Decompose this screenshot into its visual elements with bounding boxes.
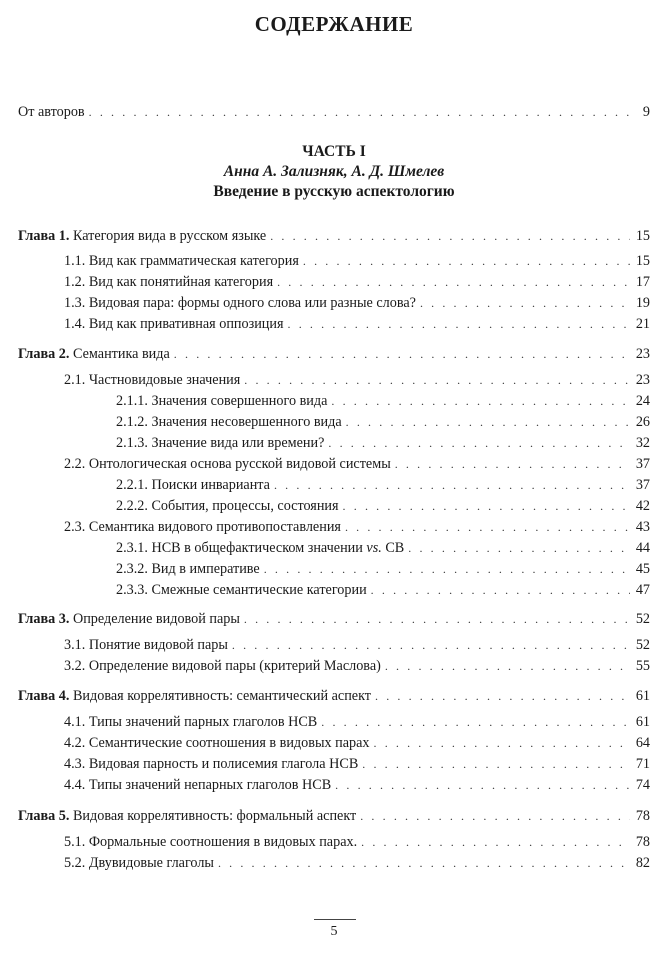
toc-entry-page: 64 [635, 735, 650, 751]
toc-subsection[interactable] [116, 497, 650, 515]
toc-section[interactable] [64, 833, 650, 851]
toc-entry-page: 71 [635, 756, 650, 772]
toc-section[interactable] [64, 371, 650, 389]
toc-entry-label: 2.2.1. Поиски инварианта [116, 477, 270, 493]
toc-entry-page: 74 [635, 777, 650, 793]
toc-entry-label: 4.4. Типы значений непарных глаголов НСВ [64, 777, 332, 793]
toc-leader-dots [328, 434, 629, 452]
toc-chapter-3[interactable] [18, 610, 650, 628]
toc-leader-dots [244, 610, 630, 628]
toc-entry-page: 24 [635, 393, 650, 409]
toc-leader-dots [343, 497, 630, 515]
toc-entry-page: 82 [635, 855, 650, 871]
toc-entry-page: 55 [635, 658, 650, 674]
toc-section[interactable] [64, 755, 650, 773]
toc-entry-page: 61 [635, 714, 650, 730]
toc-entry-page: 32 [635, 435, 650, 451]
toc-entry-label [116, 539, 408, 557]
toc-entry-page: 9 [642, 104, 650, 120]
toc-entry-page: 17 [635, 274, 650, 290]
toc-section[interactable] [64, 518, 650, 536]
toc-entry-page: 37 [635, 456, 650, 472]
toc-subsection[interactable] [116, 476, 650, 494]
toc-entry-page: 47 [635, 582, 650, 598]
toc-section[interactable] [64, 713, 650, 731]
label-text: 2.3.1. НСВ в общефактическом значении [116, 540, 367, 556]
toc-leader-dots [218, 854, 630, 872]
toc-entry-label: 2.1.2. Значения несовершенного вида [116, 414, 342, 430]
toc-entry-page: 45 [635, 561, 650, 577]
toc-leader-dots [385, 657, 630, 675]
toc-entry-label: От авторов [18, 104, 85, 120]
toc-entry-label: 1.4. Вид как привативная оппозиция [64, 316, 284, 332]
page-title: СОДЕРЖАНИЕ [254, 12, 414, 36]
toc-leader-dots [288, 315, 630, 333]
chapter-title: Видовая коррелятивность: семантический аспект [72, 688, 371, 704]
toc-entry-label: 2.2.2. События, процессы, состояния [116, 498, 339, 514]
toc-entry-label: 1.3. Видовая пара: формы одного слова или разные слова? [64, 295, 416, 311]
toc-section[interactable] [64, 776, 650, 794]
toc-section[interactable] [64, 273, 650, 291]
toc-entry-label: 2.2. Онтологическая основа русской видовой системы [64, 456, 391, 472]
toc-subsection[interactable] [116, 392, 650, 410]
toc-entry-page: 23 [635, 346, 650, 362]
toc-section[interactable] [64, 455, 650, 473]
toc-section[interactable] [64, 315, 650, 333]
toc-entry-label: 2.1.3. Значение вида или времени? [116, 435, 325, 451]
toc-section[interactable] [64, 294, 650, 312]
toc-subsection[interactable] [116, 434, 650, 452]
toc-section[interactable] [64, 734, 650, 752]
toc-entry-label: 1.2. Вид как понятийная категория [64, 274, 274, 290]
toc-entry-page: 23 [635, 372, 650, 388]
toc-entry-label: 2.1.1. Значения совершенного вида [116, 393, 328, 409]
toc-leader-dots [360, 807, 630, 825]
toc-entry-page: 15 [635, 228, 650, 244]
toc-entry-label: 1.1. Вид как грамматическая категория [64, 253, 299, 269]
toc-leader-dots [303, 252, 630, 270]
toc-leader-dots [361, 833, 630, 851]
toc-chapter-5[interactable] [18, 807, 650, 825]
chapter-prefix: Глава 2. [18, 346, 70, 362]
chapter-prefix: Глава 3. [18, 611, 70, 627]
toc-entry-label: 3.1. Понятие видовой пары [64, 637, 228, 653]
toc-leader-dots [420, 294, 630, 312]
footer-divider [314, 919, 356, 920]
toc-section[interactable] [64, 636, 650, 654]
toc-leader-dots [346, 413, 630, 431]
toc-leader-dots [89, 103, 630, 121]
part-subtitle: Введение в русскую аспектологию [213, 183, 455, 200]
toc-leader-dots [270, 227, 630, 245]
toc-section[interactable] [64, 854, 650, 872]
chapter-prefix: Глава 4. [18, 688, 70, 704]
toc-entry-label: 4.2. Семантические соотношения в видовых парах [64, 735, 370, 751]
chapter-title: Семантика вида [72, 346, 170, 362]
toc-entry-label: 4.3. Видовая парность и полисемия глагола НСВ [64, 756, 359, 772]
label-italic: vs. [366, 540, 382, 556]
toc-leader-dots [321, 713, 630, 731]
toc-leader-dots [331, 392, 629, 410]
toc-subsection[interactable] [116, 581, 650, 599]
chapter-prefix: Глава 1. [18, 228, 70, 244]
toc-leader-dots [264, 560, 630, 578]
part-heading [0, 142, 668, 202]
toc-entry-page: 78 [635, 808, 650, 824]
toc-entry-page: 52 [635, 611, 650, 627]
toc-leader-dots [335, 776, 630, 794]
toc-entry-page: 26 [635, 414, 650, 430]
toc-subsection[interactable] [116, 560, 650, 578]
toc-entry-label: 2.3.3. Смежные семантические категории [116, 582, 367, 598]
toc-leader-dots [374, 734, 630, 752]
toc-leader-dots [345, 518, 630, 536]
toc-entry-page: 21 [635, 316, 650, 332]
toc-entry-label: 2.3.2. Вид в императиве [116, 561, 260, 577]
toc-entry-preface[interactable] [18, 103, 650, 121]
toc-entry-label: 5.1. Формальные соотношения в видовых парах. [64, 834, 358, 850]
toc-chapter-4[interactable] [18, 687, 650, 705]
toc-entry-label: 5.2. Двувидовые глаголы [64, 855, 214, 871]
chapter-title: Видовая коррелятивность: формальный аспект [72, 808, 357, 824]
toc-chapter-1[interactable] [18, 227, 650, 245]
chapter-title: Определение видовой пары [72, 611, 240, 627]
toc-entry-page: 15 [635, 253, 650, 269]
toc-leader-dots [375, 687, 630, 705]
toc-entry-label: 2.1. Частновидовые значения [64, 372, 241, 388]
toc-entry-page: 19 [635, 295, 650, 311]
toc-entry-label: 4.1. Типы значений парных глаголов НСВ [64, 714, 318, 730]
toc-entry-page: 44 [635, 540, 650, 556]
chapter-title: Категория вида в русском языке [72, 228, 267, 244]
toc-leader-dots [408, 539, 630, 557]
toc-entry-page: 43 [635, 519, 650, 535]
label-text: СВ [381, 540, 405, 556]
toc-chapter-2[interactable] [18, 345, 650, 363]
toc-leader-dots [274, 476, 630, 494]
toc-section[interactable] [64, 657, 650, 675]
toc-entry-page: 52 [635, 637, 650, 653]
toc-leader-dots [277, 273, 630, 291]
toc-leader-dots [174, 345, 630, 363]
toc-leader-dots [232, 636, 630, 654]
chapter-prefix: Глава 5. [18, 808, 70, 824]
toc-entry-page: 37 [635, 477, 650, 493]
part-title: ЧАСТЬ I [302, 143, 366, 160]
toc-entry-page: 42 [635, 498, 650, 514]
toc-leader-dots [244, 371, 630, 389]
toc-subsection[interactable] [116, 413, 650, 431]
toc-leader-dots [395, 455, 630, 473]
toc-entry-page: 61 [635, 688, 650, 704]
toc-leader-dots [371, 581, 630, 599]
part-authors: Анна А. Зализняк, А. Д. Шмелев [223, 163, 445, 180]
toc-leader-dots [362, 755, 630, 773]
page-number: 5 [330, 924, 338, 939]
toc-entry-label: 3.2. Определение видовой пары (критерий Маслова) [64, 658, 381, 674]
toc-subsection[interactable] [116, 539, 650, 557]
toc-section[interactable] [64, 252, 650, 270]
toc-entry-page: 78 [635, 834, 650, 850]
toc-entry-label: 2.3. Семантика видового противопоставления [64, 519, 341, 535]
